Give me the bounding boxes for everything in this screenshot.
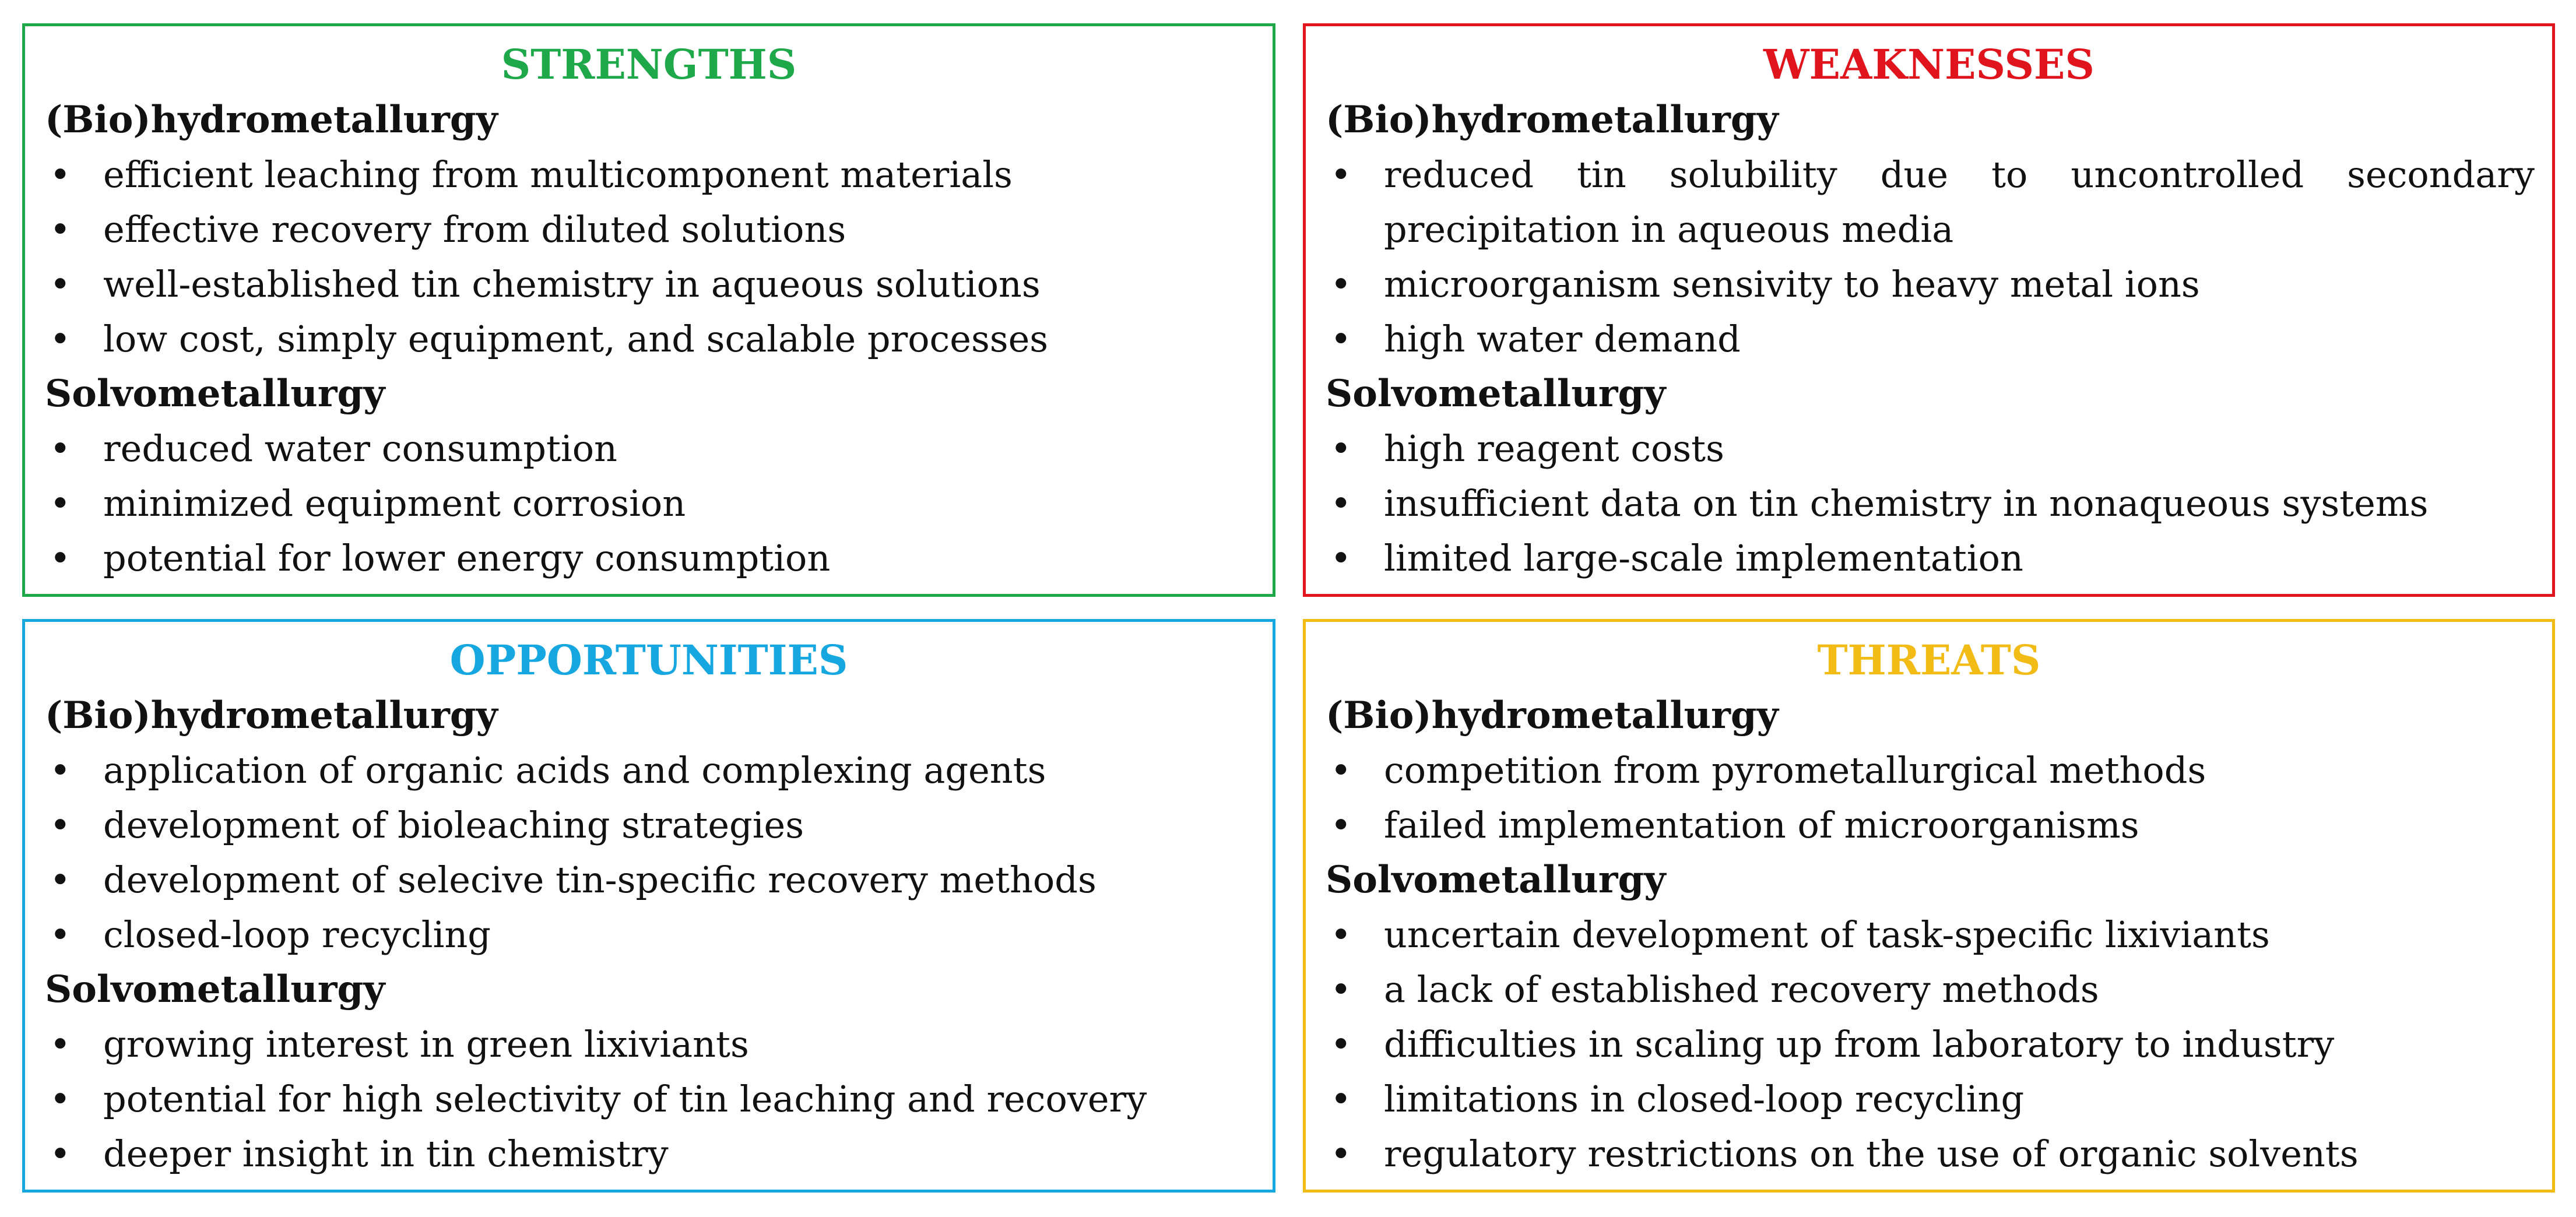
opportunities-section-biohydrometallurgy bbox=[45, 688, 1255, 962]
weaknesses-section-biohydrometallurgy bbox=[1326, 93, 2535, 367]
bullet-icon: • bbox=[1330, 537, 1352, 579]
section-heading: Solvometallurgy bbox=[45, 968, 385, 1011]
threats-quadrant bbox=[1303, 619, 2555, 1193]
list-item-text: limitations in closed-loop recycling bbox=[1384, 1078, 2025, 1120]
opportunities-quadrant bbox=[22, 619, 1275, 1193]
list-item-text: reduced tin solubility due to uncontrolled secondary precipitation in aqueous media bbox=[1384, 153, 2535, 251]
bullet-icon: • bbox=[50, 1023, 71, 1065]
bullet-icon: • bbox=[50, 913, 71, 956]
bullet-icon: • bbox=[50, 537, 71, 579]
item-list bbox=[45, 421, 1255, 586]
item-list bbox=[45, 743, 1255, 962]
item-list bbox=[1326, 421, 2535, 586]
list-item bbox=[45, 908, 1255, 962]
item-list bbox=[1326, 147, 2535, 367]
strengths-title: STRENGTHS bbox=[501, 40, 797, 89]
list-item bbox=[45, 743, 1255, 798]
bullet-icon: • bbox=[50, 208, 71, 251]
list-item-text: high reagent costs bbox=[1384, 427, 1724, 470]
list-item bbox=[1326, 531, 2535, 586]
bullet-icon: • bbox=[50, 482, 71, 525]
bullet-icon: • bbox=[1330, 968, 1352, 1011]
list-item-text: potential for lower energy consumption bbox=[103, 537, 831, 579]
bullet-icon: • bbox=[50, 318, 71, 360]
list-item-text: minimized equipment corrosion bbox=[103, 482, 686, 525]
list-item-text: potential for high selectivity of tin leaching and recovery bbox=[103, 1078, 1147, 1120]
bullet-icon: • bbox=[1330, 318, 1352, 360]
threats-section-biohydrometallurgy bbox=[1326, 688, 2535, 853]
list-item-text: reduced water consumption bbox=[103, 427, 617, 470]
item-list bbox=[45, 1017, 1255, 1181]
strengths-body bbox=[45, 93, 1255, 586]
section-heading: (Bio)hydrometallurgy bbox=[45, 694, 498, 737]
list-item-text: microorganism sensivity to heavy metal ions bbox=[1384, 263, 2200, 305]
bullet-icon: • bbox=[1330, 153, 1352, 196]
list-item bbox=[45, 853, 1255, 908]
list-item-text: closed-loop recycling bbox=[103, 913, 491, 956]
bullet-icon: • bbox=[50, 1078, 71, 1120]
bullet-icon: • bbox=[1330, 263, 1352, 305]
list-item bbox=[1326, 1072, 2535, 1127]
list-item bbox=[45, 147, 1255, 202]
list-item bbox=[45, 1017, 1255, 1072]
list-item-text: application of organic acids and complexing agents bbox=[103, 749, 1046, 792]
threats-section-solvometallurgy bbox=[1326, 853, 2535, 1181]
item-list bbox=[45, 147, 1255, 367]
bullet-icon: • bbox=[50, 859, 71, 901]
bullet-icon: • bbox=[1330, 1023, 1352, 1065]
list-item bbox=[45, 202, 1255, 257]
strengths-section-solvometallurgy bbox=[45, 367, 1255, 586]
list-item-text: difficulties in scaling up from laboratory to industry bbox=[1384, 1023, 2335, 1065]
list-item bbox=[1326, 1017, 2535, 1072]
list-item-text: high water demand bbox=[1384, 318, 1741, 360]
list-item bbox=[1326, 257, 2535, 312]
list-item-text: effective recovery from diluted solutions bbox=[103, 208, 846, 251]
list-item-text: competition from pyrometallurgical methods bbox=[1384, 749, 2206, 792]
bullet-icon: • bbox=[50, 153, 71, 196]
list-item-text: limited large-scale implementation bbox=[1384, 537, 2023, 579]
list-item bbox=[1326, 908, 2535, 962]
list-item bbox=[45, 476, 1255, 531]
bullet-icon: • bbox=[50, 1132, 71, 1175]
list-item bbox=[1326, 476, 2535, 531]
list-item bbox=[1326, 147, 2535, 257]
list-item bbox=[45, 421, 1255, 476]
list-item-text: development of selecive tin-specific recovery methods bbox=[103, 859, 1097, 901]
bullet-icon: • bbox=[50, 427, 71, 470]
bullet-icon: • bbox=[50, 749, 71, 792]
list-item bbox=[1326, 962, 2535, 1017]
list-item-text: deeper insight in tin chemistry bbox=[103, 1132, 669, 1175]
section-heading: (Bio)hydrometallurgy bbox=[1326, 694, 1779, 737]
section-heading: (Bio)hydrometallurgy bbox=[1326, 98, 1779, 142]
list-item bbox=[1326, 312, 2535, 367]
list-item bbox=[45, 312, 1255, 367]
list-item-text: well-established tin chemistry in aqueous solutions bbox=[103, 263, 1041, 305]
list-item bbox=[45, 257, 1255, 312]
bullet-icon: • bbox=[1330, 749, 1352, 792]
list-item-text: insufficient data on tin chemistry in nonaqueous systems bbox=[1384, 482, 2429, 525]
opportunities-body bbox=[45, 688, 1255, 1181]
weaknesses-quadrant bbox=[1303, 23, 2555, 597]
bullet-icon: • bbox=[50, 263, 71, 305]
section-heading: Solvometallurgy bbox=[45, 372, 385, 416]
weaknesses-section-solvometallurgy bbox=[1326, 367, 2535, 586]
list-item bbox=[45, 798, 1255, 853]
list-item bbox=[1326, 1127, 2535, 1181]
list-item-text: a lack of established recovery methods bbox=[1384, 968, 2099, 1011]
bullet-icon: • bbox=[1330, 427, 1352, 470]
bullet-icon: • bbox=[1330, 1132, 1352, 1175]
bullet-icon: • bbox=[1330, 482, 1352, 525]
list-item bbox=[45, 531, 1255, 586]
strengths-section-biohydrometallurgy bbox=[45, 93, 1255, 367]
list-item bbox=[1326, 743, 2535, 798]
section-heading: Solvometallurgy bbox=[1326, 372, 1666, 416]
list-item-text: uncertain development of task-specific lixiviants bbox=[1384, 913, 2270, 956]
list-item bbox=[1326, 798, 2535, 853]
section-heading: Solvometallurgy bbox=[1326, 858, 1666, 902]
bullet-icon: • bbox=[1330, 804, 1352, 846]
list-item-text: regulatory restrictions on the use of organic solvents bbox=[1384, 1132, 2359, 1175]
list-item-text: efficient leaching from multicomponent materials bbox=[103, 153, 1013, 196]
bullet-icon: • bbox=[1330, 913, 1352, 956]
list-item-text: low cost, simply equipment, and scalable processes bbox=[103, 318, 1049, 360]
bullet-icon: • bbox=[50, 804, 71, 846]
threats-body bbox=[1326, 688, 2535, 1181]
list-item bbox=[45, 1127, 1255, 1181]
weaknesses-title: WEAKNESSES bbox=[1763, 40, 2094, 89]
list-item-text: failed implementation of microorganisms bbox=[1384, 804, 2139, 846]
threats-title: THREATS bbox=[1817, 636, 2041, 684]
section-heading: (Bio)hydrometallurgy bbox=[45, 98, 498, 142]
item-list bbox=[1326, 743, 2535, 853]
weaknesses-body bbox=[1326, 93, 2535, 586]
list-item bbox=[45, 1072, 1255, 1127]
opportunities-title: OPPORTUNITIES bbox=[449, 636, 848, 684]
list-item bbox=[1326, 421, 2535, 476]
list-item-text: growing interest in green lixiviants bbox=[103, 1023, 749, 1065]
opportunities-section-solvometallurgy bbox=[45, 962, 1255, 1181]
strengths-quadrant bbox=[22, 23, 1275, 597]
item-list bbox=[1326, 908, 2535, 1181]
list-item-text: development of bioleaching strategies bbox=[103, 804, 804, 846]
bullet-icon: • bbox=[1330, 1078, 1352, 1120]
